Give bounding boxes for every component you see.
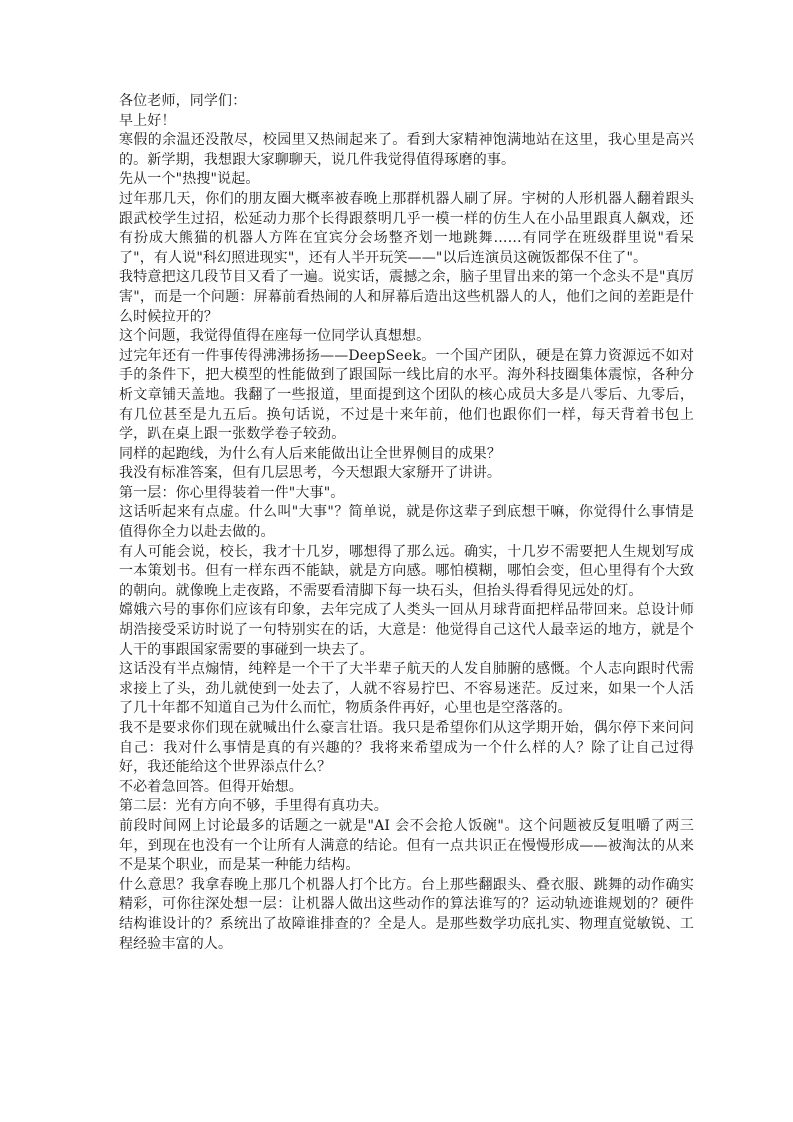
paragraph-think: 这个问题，我觉得值得在座每一位同学认真想想。 [119,328,431,345]
paragraph-ask-yourself: 我不是要求你们现在就喊出什么豪言壮语。我只是希望你们从这学期开始，偶尔停下来问问自己：我对什么事情是真的有兴趣的？我将来希望成为一个什么样的人？除了让自己过得好，我还能给这个世界添点什么？ [119,720,694,776]
paragraph-hot-search: 先从一个"热搜"说起。 [119,171,260,188]
speech-document [119,92,694,954]
paragraph-same-start: 同样的起跑线，为什么有人后来能做出让全世界侧目的成果？ [119,445,502,462]
heading-layer-two: 第二层：光有方向不够，手里得有真功夫。 [119,798,388,815]
paragraph-big-thing: 这话听起来有点虚。什么叫"大事"？简单说，就是你这辈子到底想干嘛，你觉得什么事情是值得你全力以赴去做的。 [119,504,694,541]
paragraph-start-thinking: 不必着急回答。但得开始想。 [119,778,303,795]
salutation: 各位老师，同学们： [119,93,247,109]
paragraph-deepseek: 过完年还有一件事传得沸沸扬扬——DeepSeek。一个国产团队，硬是在算力资源远不如对手的条件下，把大模型的性能做到了跟国际一线比肩的水平。海外科技圈集体震惊，各种分析文章铺天盖地。我翻了一些报道，里面提到这个团队的核心成员大多是八零后、九零后，有几位甚至是九五后。换句话说，不过是十来年前，他们也跟你们一样，每天背着书包上学，趴在桌上跟一张数学卷子较劲。 [119,347,694,443]
greeting: 早上好！ [119,112,176,129]
paragraph-opening: 寒假的余温还没散尽，校园里又热闹起来了。看到大家精神饱满地站在这里，我心里是高兴的。新学期，我想跟大家聊聊天，说几件我觉得值得琢磨的事。 [119,132,694,168]
paragraph-robot-analogy: 什么意思？我拿春晚上那几个机器人打个比方。台上那些翻跟头、叠衣服、跳舞的动作确实精彩，可你往深处想一层：让机器人做出这些动作的算法谁写的？运动轨迹谁规划的？硬件结构谁设计的？系统出了故障谁排查的？全是人。是那些数学功底扎实、物理直觉敏锐、工程经验丰富的人。 [119,876,694,952]
paragraph-change6: 嫦娥六号的事你们应该有印象，去年完成了人类头一回从月球背面把样品带回来。总设计师胡浩接受采访时说了一句特别实在的话，大意是：他觉得自己这代人最幸运的地方，就是个人干的事跟国家需要的事碰到一块去了。 [119,602,694,658]
paragraph-robots: 过年那几天，你们的朋友圈大概率被春晚上那群机器人刷了屏。宇树的人形机器人翻着跟头跟武校学生过招，松延动力那个长得跟蔡明几乎一模一样的仿生人在小品里跟真人飙戏，还有扮成大熊猫的机器人方阵在宜宾分会场整齐划一地跳舞……有同学在班级群里说"看呆了"，有人说"科幻照进现实"，还有人半开玩笑——"以后连演员这碗饭都保不住了"。 [119,190,694,266]
paragraph-ai-jobs: 前段时间网上讨论最多的话题之一就是"AI 会不会抢人饭碗"。这个问题被反复咀嚼了两三年，到现在也没有一个让所有人满意的结论。但有一点共识正在慢慢形成——被淘汰的从来不是某个职业，而是某一种能力结构。 [119,817,694,874]
paragraph-direction: 有人可能会说，校长，我才十几岁，哪想得了那么远。确实，十几岁不需要把人生规划写成一本策划书。但有一样东西不能缺，就是方向感。哪怕模糊，哪怕会变，但心里得有个大致的朝向。就像晚上走夜路，不需要看清脚下每一块石头，但抬头得看得见远处的灯。 [119,543,694,599]
paragraph-aspiration: 这话没有半点煽情，纯粹是一个干了大半辈子航天的人发自肺腑的感慨。个人志向跟时代需求接上了头，劲儿就使到一处去了，人就不容易拧巴、不容易迷茫。反过来，如果一个人活了几十年都不知道自己为什么而忙，物质条件再好，心里也是空落落的。 [119,661,694,717]
heading-layer-one: 第一层：你心里得装着一件"大事"。 [119,484,345,501]
paragraph-question: 我特意把这几段节目又看了一遍。说实话，震撼之余，脑子里冒出来的第一个念头不是"真厉害"，而是一个问题：屏幕前看热闹的人和屏幕后造出这些机器人的人，他们之间的差距是什么时候拉开的？ [119,269,694,325]
paragraph-layers-intro: 我没有标准答案，但有几层思考，今天想跟大家掰开了讲讲。 [119,465,502,482]
